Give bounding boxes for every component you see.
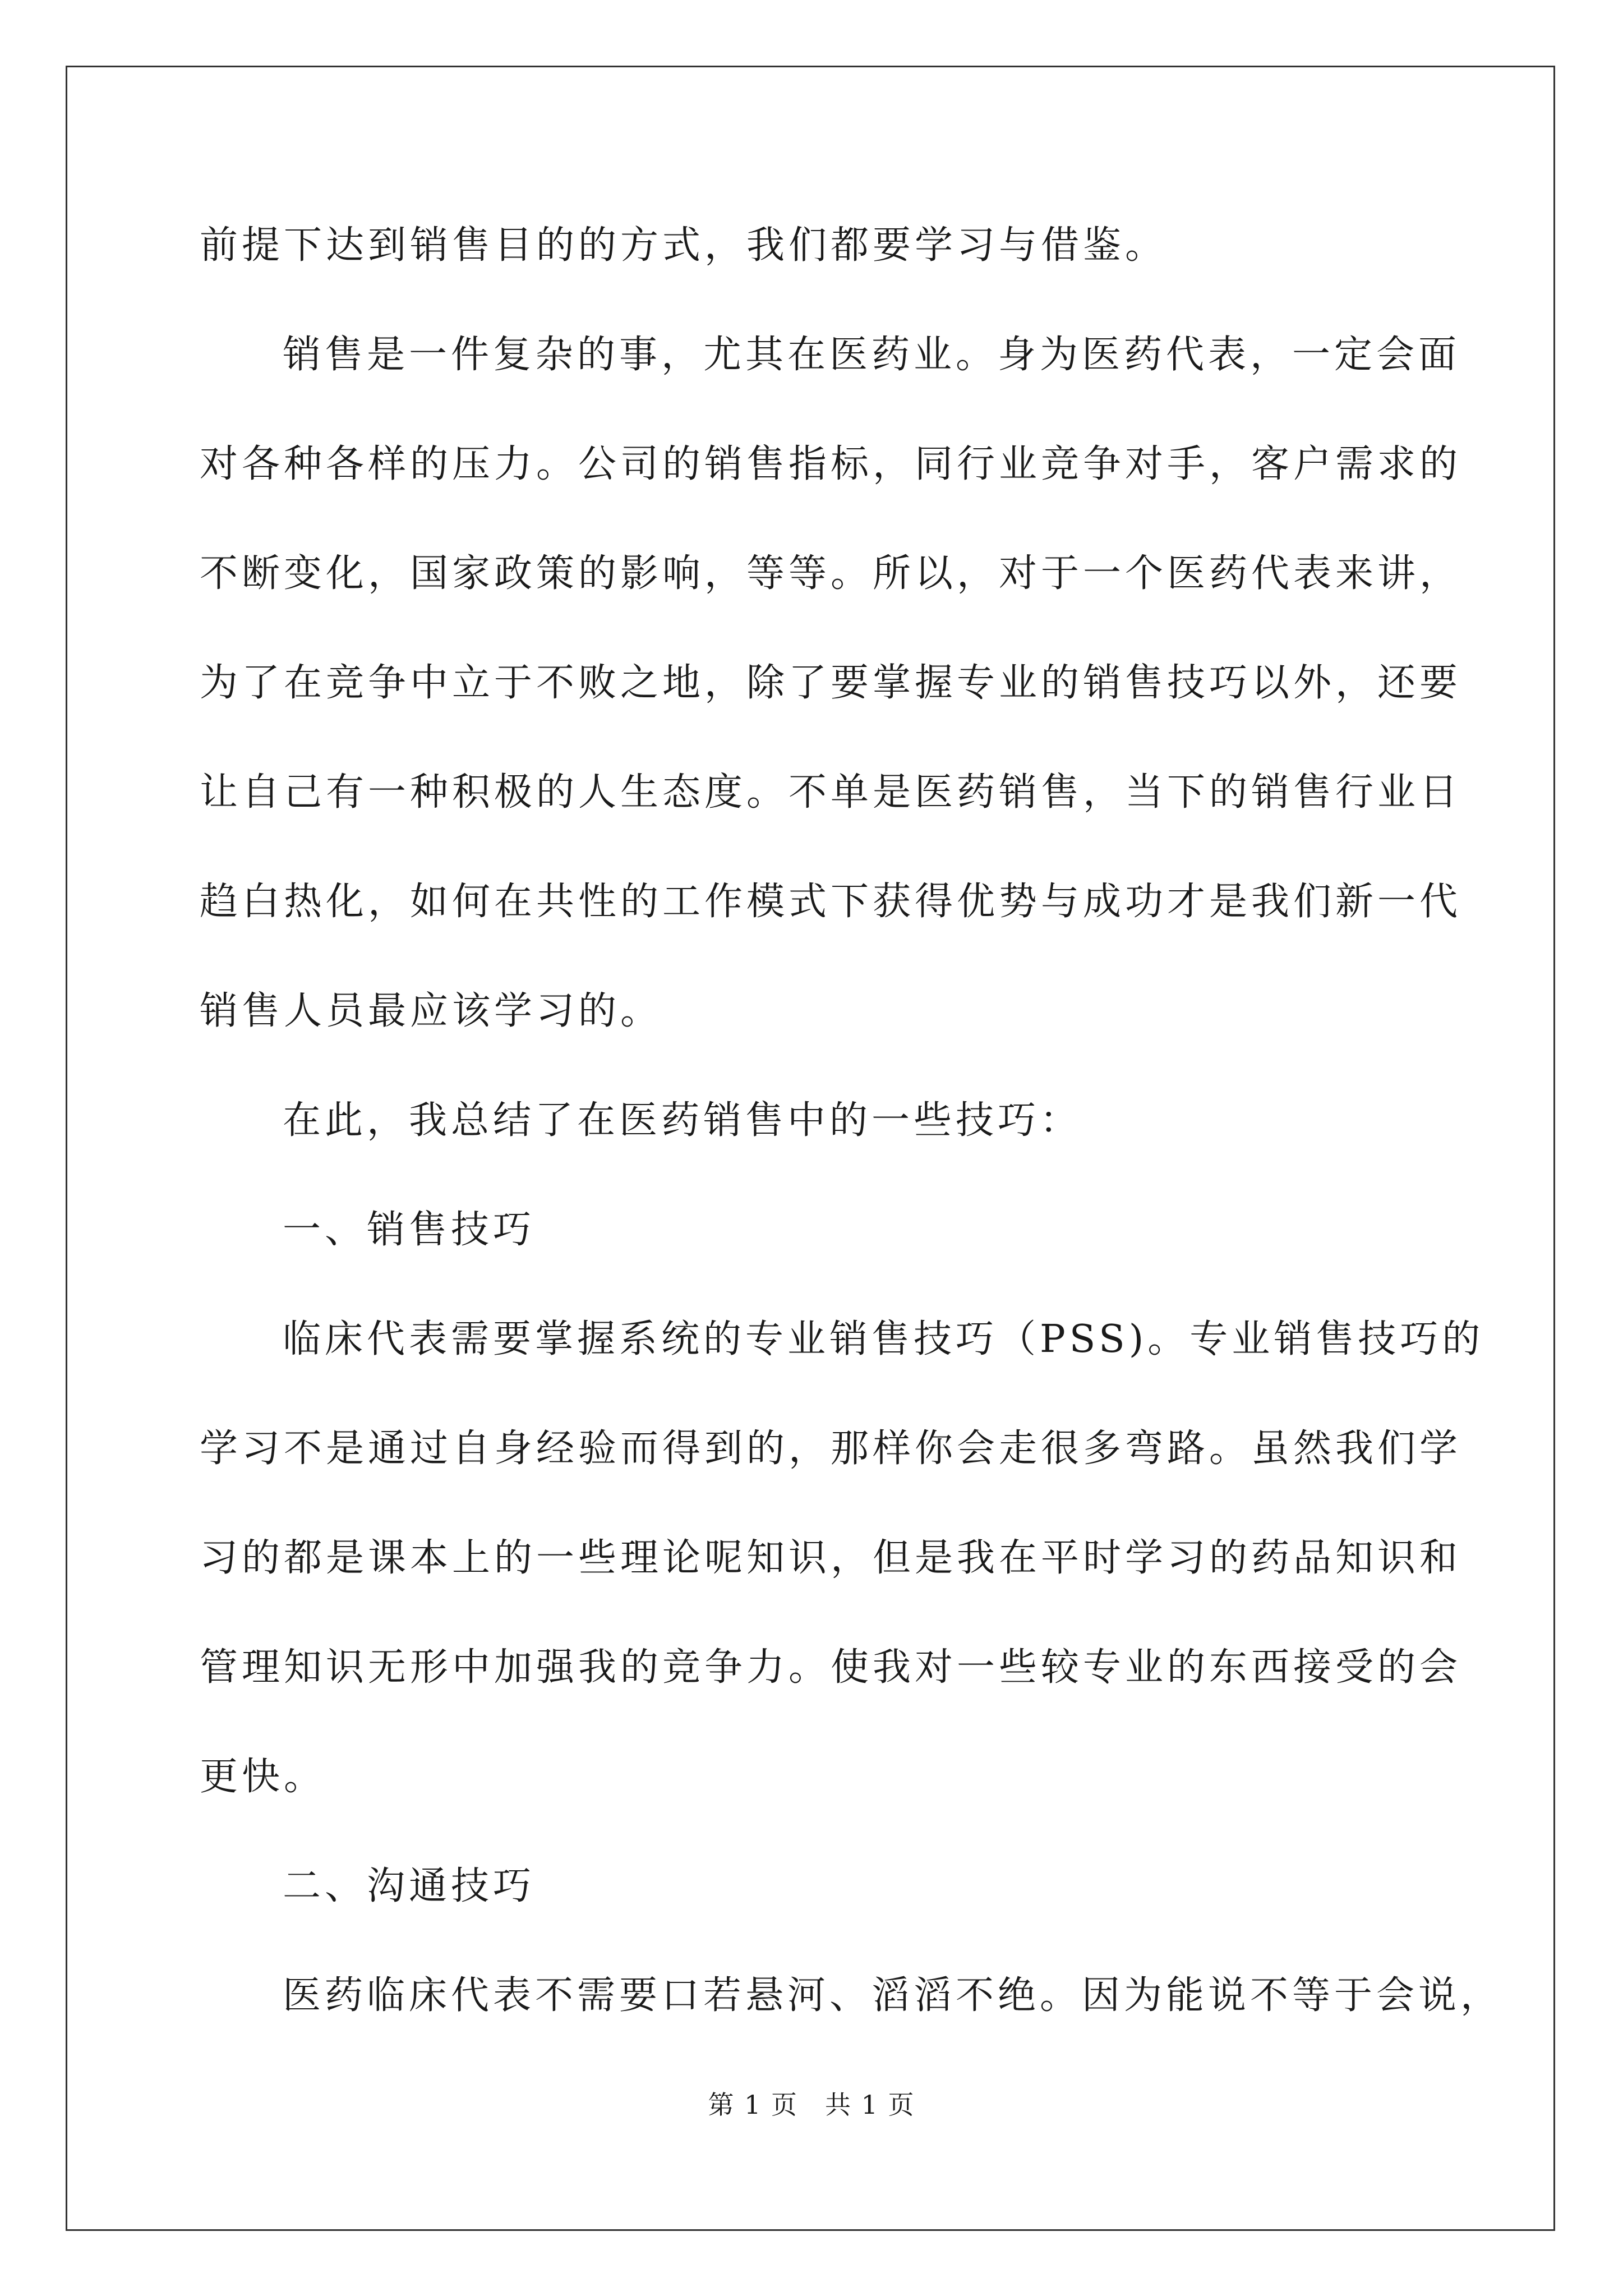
paragraph-line: 医药临床代表不需要口若悬河、滔滔不绝。因为能说不等于会说， <box>283 1973 1503 2018</box>
paragraph-line: 临床代表需要掌握系统的专业销售技巧（PSS)。专业销售技巧的 <box>283 1317 1484 1361</box>
paragraph-line: 更快。 <box>200 1755 326 1799</box>
paragraph-line: 在此，我总结了在医药销售中的一些技巧： <box>283 1098 1082 1143</box>
paragraph-line: 对各种各样的压力。公司的销售指标，同行业竞争对手，客户需求的 <box>200 442 1462 486</box>
paragraph-line: 学习不是通过自身经验而得到的，那样你会走很多弯路。虽然我们学 <box>200 1427 1462 1471</box>
paragraph-line: 销售人员最应该学习的。 <box>200 989 663 1033</box>
paragraph-line: 让自己有一种积极的人生态度。不单是医药销售，当下的销售行业日 <box>200 770 1462 815</box>
document-body <box>200 219 1503 2078</box>
paragraph-line: 管理知识无形中加强我的竞争力。使我对一些较专业的东西接受的会 <box>200 1645 1462 1690</box>
paragraph-line: 为了在竞争中立于不败之地，除了要掌握专业的销售技巧以外，还要 <box>200 661 1462 705</box>
section-heading: 一、销售技巧 <box>283 1208 536 1252</box>
paragraph-line: 销售是一件复杂的事，尤其在医药业。身为医药代表，一定会面 <box>283 333 1461 377</box>
paragraph-line: 前提下达到销售目的的方式，我们都要学习与借鉴。 <box>200 223 1168 268</box>
paragraph-line: 趋白热化，如何在共性的工作模式下获得优势与成功才是我们新一代 <box>200 880 1462 924</box>
section-heading: 二、沟通技巧 <box>283 1864 536 1908</box>
paragraph-line: 不断变化，国家政策的影响，等等。所以，对于一个医药代表来讲， <box>200 551 1462 596</box>
paragraph-line: 习的都是课本上的一些理论呢知识，但是我在平时学习的药品知识和 <box>200 1536 1462 1580</box>
page-number-footer: 第 1 页 共 1 页 <box>708 2090 915 2120</box>
